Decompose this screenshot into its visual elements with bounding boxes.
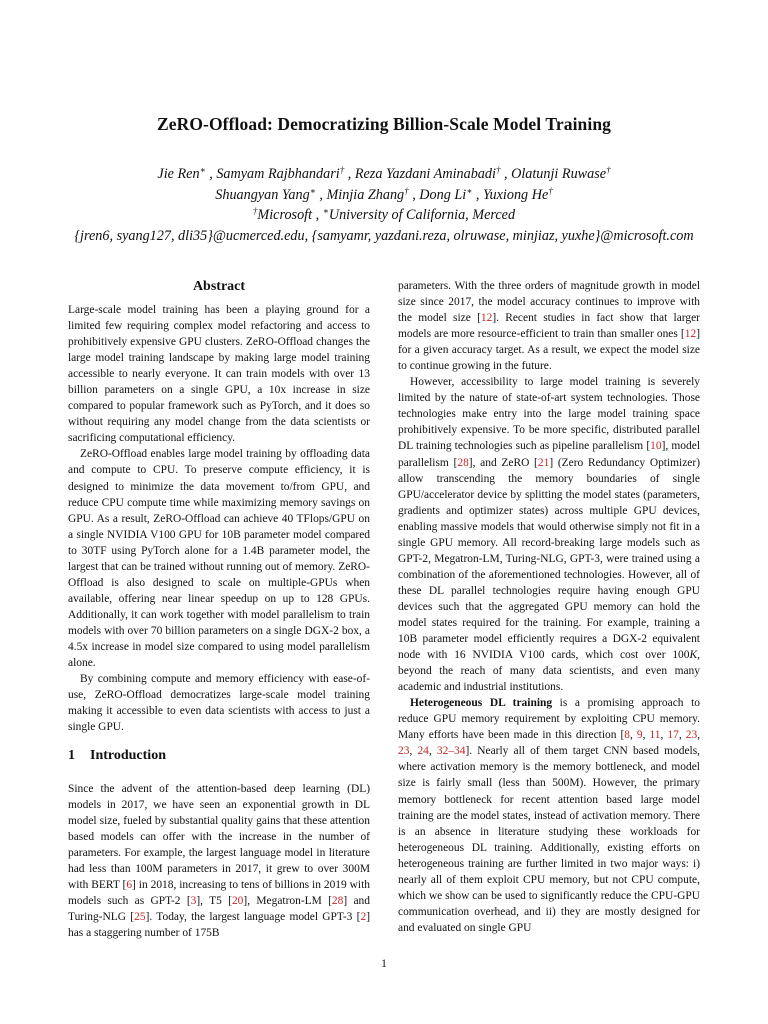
text-run: ]. Today, the largest language model GPT-3 [ <box>145 911 361 924</box>
text-run: ], and ZeRO [ <box>468 456 538 469</box>
citation-link[interactable]: 10 <box>650 440 662 453</box>
citation-link[interactable]: 20 <box>231 895 244 908</box>
author-name: Shuangyan Yang <box>215 186 310 203</box>
author-mark: ∗ <box>199 165 206 175</box>
text-run: However, accessibility to large model training is severely limited by the nature of state-of-art system technologies. Those technologies make entry into the large model training space prohibitively expensive. To be more specific, distributed parallel DL training technologies such as pipeline parallelism [ <box>398 376 700 453</box>
abstract-heading: Abstract <box>192 279 246 294</box>
author-mark: ∗ <box>309 185 316 196</box>
citation-link[interactable]: 12 <box>480 312 493 325</box>
citation-link[interactable]: 28 <box>457 456 469 469</box>
author-mark: † <box>404 185 409 196</box>
section-number: 1 <box>68 748 75 763</box>
author-name: Samyam Rajbhandari <box>216 166 340 182</box>
text-run: ]. Nearly all of them target CNN based models, where activation memory is the memory bottleneck, and model size is fairly small (less than 500M). However, the primary memory bottleneck for recent attention based large model training are the model states, instead of activation memory. There is an absence in literature studying these workloads for heterogeneous DL training. Additionally, existing efforts on heterogeneous training are further limited in two major ways: i) nearly all of them exploit CPU memory, but not CPU compute, which we show can be used to significantly reduce the CPU-GPU communication overhead, and ii) they are mostly designed for and evaluated on single GPU <box>398 745 701 934</box>
page-number: 1 <box>381 958 387 970</box>
author-mark: ∗ <box>466 185 473 196</box>
text-run: , beyond the reach of many data scientists, and even many academic and industrial institutions. <box>398 649 700 694</box>
citation-link[interactable]: 23 <box>398 745 410 758</box>
author-mark: † <box>339 165 345 175</box>
paper-title: ZeRO-Offload: Democratizing Billion-Scale Model Training <box>156 114 612 134</box>
citation-link[interactable]: 25 <box>134 911 146 924</box>
citation-link[interactable]: 32–34 <box>436 745 466 758</box>
author-mark: † <box>606 165 611 175</box>
citation-link[interactable]: 11 <box>649 729 661 742</box>
text-run: is a promising approach to reduce GPU memory requirement by exploiting CPU memory. Many efforts have been made in this direction [ <box>398 697 700 742</box>
right-column <box>398 278 700 936</box>
author-mark: † <box>495 165 501 175</box>
text-run: parameters. With the three orders of magnitude growth in model size since 2017, the model accuracy continues to improve with the model size [ <box>398 280 700 325</box>
author-name: Olatunji Ruwase <box>511 166 607 182</box>
affiliation-mark: ∗ <box>322 206 329 216</box>
section-title: Introduction <box>90 748 166 763</box>
abstract-paragraph: Large-scale model training has been a playing ground for a limited few requiring complex model refactoring and access to prohibitively expensive GPU clusters. ZeRO-Offload changes the large model training landscape by making large model training accessible to nearly everyone. It can train models with over 13 billion parameters on a single GPU, a 10x increase in size compared to popular framework such as PyTorch, and it does so without requiring any model change from the data scientists or sacrificing computational efficiency. <box>68 304 370 445</box>
citation-link[interactable]: 12 <box>684 328 697 341</box>
paragraph-lead: Heterogeneous DL training <box>410 697 553 710</box>
citation-link[interactable]: 28 <box>331 895 344 908</box>
body-paragraph <box>398 278 700 374</box>
author-mark: † <box>548 185 553 196</box>
text-run: ], T5 [ <box>196 895 232 908</box>
text-run: Since the advent of the attention-based deep learning (DL) models in 2017, we have seen an exponential growth in DL model size, fueled by substantial quality gains that these attention based models can offer with the increase in the number of parameters. For example, the largest language model in literature had less than 100M parameters in 2017, it grew to over 300M with BERT [ <box>68 783 370 892</box>
citation-link[interactable]: 21 <box>537 456 550 469</box>
author-name: Yuxiong He <box>482 186 549 203</box>
affiliation: Microsoft <box>257 207 313 223</box>
author-name: Minjia Zhang <box>326 186 405 203</box>
citation-link[interactable]: 24 <box>417 745 429 758</box>
author-name: Jie Ren <box>157 166 200 182</box>
abstract-body <box>68 302 370 735</box>
text-run: ] and Turing-NLG [ <box>68 895 370 924</box>
citation-link[interactable]: 17 <box>667 729 679 742</box>
abstract-paragraph: ZeRO-Offload enables large model training by offloading data and compute to CPU. To preserve compute efficiency, it is designed to minimize the data movement to/from GPU, and reduce CPU compute time while maximizing memory savings on GPU. As a result, ZeRO-Offload can achieve 40 TFlops/GPU on a single NVIDIA V100 GPU for 10B parameter model compared to 30TF using PyTorch alone for a 1.4B parameter model, the largest that can be trained without running out of memory. ZeRO-Offload is also designed to scale on multiple-GPUs when available, offering near linear speedup on up to 128 GPUs. Additionally, it can work together with model parallelism to train models with over 70 billion parameters on a single DGX-2 box, a 4.5x increase in model size compared to using model parallelism alone. <box>68 448 370 670</box>
section-heading <box>68 748 370 764</box>
citation-link[interactable]: 3 <box>190 895 197 908</box>
author-block <box>0 164 768 246</box>
affiliation: University of California, Merced <box>328 207 516 223</box>
citation-link[interactable]: 2 <box>360 911 367 924</box>
text-run: ], Megatron-LM [ <box>243 895 332 908</box>
intro-paragraph <box>68 781 370 941</box>
body-paragraph <box>398 374 700 695</box>
text-run: ] has a staggering number of 175B <box>68 911 370 940</box>
affiliations: †Microsoft , ∗University of California, Merced <box>252 206 516 223</box>
intro-body <box>68 781 370 941</box>
citation-link[interactable]: 6 <box>126 879 133 892</box>
body-paragraph: Heterogeneous DL training is a promising approach to reduce GPU memory requirement by exploiting CPU memory. Many efforts have been made in this direction [8, 9, 11, 17, 23, 23, 24, 32–34]. Nearly all of them target CNN based models, where activation memory is the memory bottleneck, and model size is fairly small (less than 500M). However, the primary memory bottleneck for recent attention based large model training are the model states, instead of activation memory. There is an absence in literature studying these workloads for heterogeneous DL training. Additionally, existing efforts on heterogeneous training are further limited in two major ways: i) nearly all of them exploit CPU memory, but not CPU compute, which we show can be used to significantly reduce the CPU-GPU communication overhead, and ii) they are mostly designed for and evaluated on single GPU <box>398 697 701 934</box>
citation-link[interactable]: 9 <box>636 729 643 742</box>
citation-link[interactable]: 23 <box>685 729 698 742</box>
author-emails: {jren6, syang127, dli35}@ucmerced.edu, {samyamr, yazdani.reza, olruwase, minjiaz, yuxhe}@microsoft.com <box>74 227 694 244</box>
authors-line-2: Shuangyan Yang∗ , Minjia Zhang† , Dong Li∗ , Yuxiong He† <box>215 185 553 203</box>
text-run: ] in 2018, increasing to tens of billions in 2019 with models such as GPT-2 [ <box>68 879 370 908</box>
text-run: ], model parallelism [ <box>398 440 700 469</box>
author-name: Reza Yazdani Aminabadi <box>354 166 496 182</box>
text-run: ]. Recent studies in fact show that larger models are more resource-efficient to train than smaller ones [ <box>398 312 700 341</box>
text-run: ] (Zero Redundancy Optimizer) allow transcending the memory boundaries of single GPU/accelerator device by splitting the model states (parameters, gradients and optimizer states) across multiple GPU devices, enabling massive models that would otherwise simply not fit in a single GPU memory. All record-breaking large models such as GPT-2, Megatron-LM, Turing-NLG, GPT-3, were trained using a combination of the aforementioned technologies. However, all of these DL parallel technologies require having enough GPU devices such that the aggregated GPU memory can hold the model states required for the training. For example, training a 10B parameter model efficiently requires a DGX-2 equivalent node with 16 NVIDIA V100 cards, which cost over 100 <box>398 456 701 662</box>
affiliation-mark: † <box>252 206 258 216</box>
text-run: ] for a given accuracy target. As a result, we expect the model size to continue growing in the future. <box>398 328 700 373</box>
authors-line-1: Jie Ren∗ , Samyam Rajbhandari† , Reza Yazdani Aminabadi† , Olatunji Ruwase† <box>157 165 611 182</box>
author-name: Dong Li <box>419 186 467 203</box>
text-run: K <box>689 649 698 662</box>
citation-link[interactable]: 8 <box>624 729 631 742</box>
abstract-paragraph: By combining compute and memory efficiency with ease-of-use, ZeRO-Offload democratizes large-scale model training making it accessible to even data scientists with access to just a single GPU. <box>68 673 370 734</box>
